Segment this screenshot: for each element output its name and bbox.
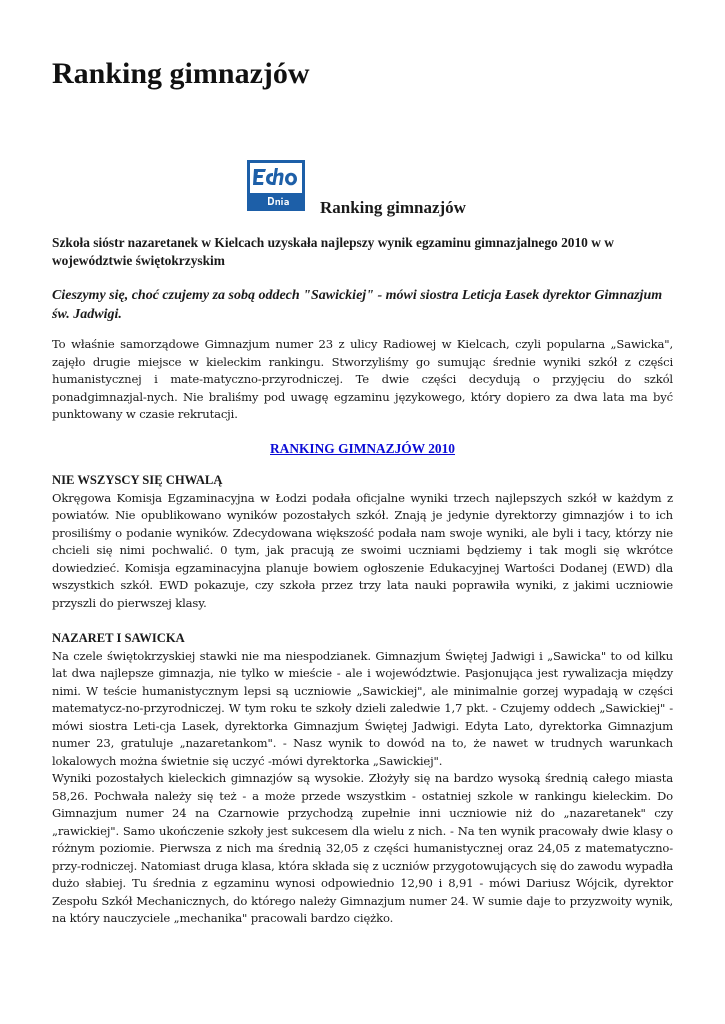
section-paragraph: Okręgowa Komisja Egzaminacyjna w Łodzi podała oficjalne wyniki trzech najlepszych szkół w każdym z powiatów. Nie opublikowano wyników pozostałych szkół. Znają je jedynie dyrektorzy gimnazjów i to ich prosiliśmy o podanie wyników. Zdecydowana większość podała nam swoje wyniki, ale byli i tacy, którzy nie chcieli się nimi pochwalić. 0 tym, jak pracują ze swoimi uczniami będziemy i tak mogli się wkrótce dowiedzieć. Komisja egzaminacyjna planuje bowiem ogłoszenie Edukacyjnej Wartości Dodanej (EWD) dla wszystkich szkół. EWD pokazuje, czy szkoła przez trzy lata nauki poprawiła wyniki, z jakimi uczniowie przyszli do pierwszej klasy. bbox=[52, 490, 673, 610]
page-title: Ranking gimnazjów bbox=[52, 57, 310, 90]
article-quote: Cieszymy się, choć czujemy za sobą oddech "Sawickiej" - mówi siostra Leticja Łasek dyrektor Gimnazjum św. Jadwigi. bbox=[52, 288, 663, 322]
section-paragraph: Wyniki pozostałych kieleckich gimnazjów są wysokie. Złożyły się na bardzo wysoką średnią całego miasta 58,26. Pochwała należy się też - a może przede wszystkim - ostatniej szkole w rankingu kieleckim. Do Gimnazjum numer 24 na Czarnowie przychodzą zupełnie inni uczniowie niż do „nazaretanek" czy „rawickiej". Samo ukończenie szkoły jest sukcesem dla wielu z nich. - Na ten wynik pracowały dwie klasy o różnym poziomie. Pierwsza z nich ma średnią 32,05 z części humanistycznej oraz 24,05 z matematyczno-przy-rodniczej. Natomiast druga klasa, która składa się z uczniów przygotowujących się do zawodu wypadła dużo słabiej. Tu średnia z egzaminu wynosi odpowiednio 12,90 i 8,91 - mówi Dariusz Wójcik, dyrektor Zespołu Szkół Mechanicznych, do którego należy Gimnazjum numer 24. W sumie daje to przyzwoity wynik, na który nauczyciele „mechanika" pracowali bardzo ciężko. bbox=[52, 771, 673, 925]
section-heading: NAZARET I SAWICKA bbox=[52, 631, 185, 645]
article-lead: Szkoła sióstr nazaretanek w Kielcach uzyskała najlepszy wynik egzaminu gimnazjalnego 2010 w w województwie świętokrzyskim bbox=[52, 235, 614, 268]
ranking-link[interactable]: RANKING GIMNAZJÓW 2010 bbox=[270, 441, 455, 456]
article-subtitle: Ranking gimnazjów bbox=[320, 198, 466, 217]
section-nazaret bbox=[52, 630, 673, 928]
section-nie-wszyscy bbox=[52, 472, 673, 612]
echo-dnia-logo bbox=[246, 159, 306, 212]
ranking-link-container bbox=[52, 440, 673, 458]
section-paragraph: Na czele świętokrzyskiej stawki nie ma niespodzianek. Gimnazjum Świętej Jadwigi i „Sawicka" to od kilku lat dwa najlepsze gimnazja, nie tylko w mieście - ale i województwie. Pasjonująca jest rywalizacja między nimi. W teście humanistycznym lepsi są uczniowie „Sawickiej", ale minimalnie gorzej wypadają w części matematycz-no-przyrodniczej. W tym roku te szkoły dzieli zaledwie 1,7 pkt. - Czujemy oddech „Sawickiej" - mówi siostra Leti-cja Lasek, dyrektorka Gimnazjum Świętej Jadwigi. Edyta Lato, dyrektorka Gimnazjum numer 23, gratuluje „nazaretankom". - Nasz wynik to dowód na to, że nawet w trudnych warunkach lokalowych można świetnie się uczyć -mówi dyrektorka „Sawickiej". bbox=[52, 648, 673, 768]
intro-paragraph: To właśnie samorządowe Gimnazjum numer 23 z ulicy Radiowej w Kielcach, czyli popularna „Sawicka", zajęło drugie miejsce w kieleckim rankingu. Stworzyliśmy go sumując średnie wyniki szkół z części humanistycznej i mate-matyczno-przyrodniczej. Te dwie części decydują o przyjęciu do szkól ponadgimnazjal-nych. Nie braliśmy pod uwagę egzaminu językowego, który dopiero za dwa lata ma być punktowany w czasie rekrutacji. bbox=[52, 337, 673, 421]
section-heading: NIE WSZYSCY SIĘ CHWALĄ bbox=[52, 473, 223, 487]
